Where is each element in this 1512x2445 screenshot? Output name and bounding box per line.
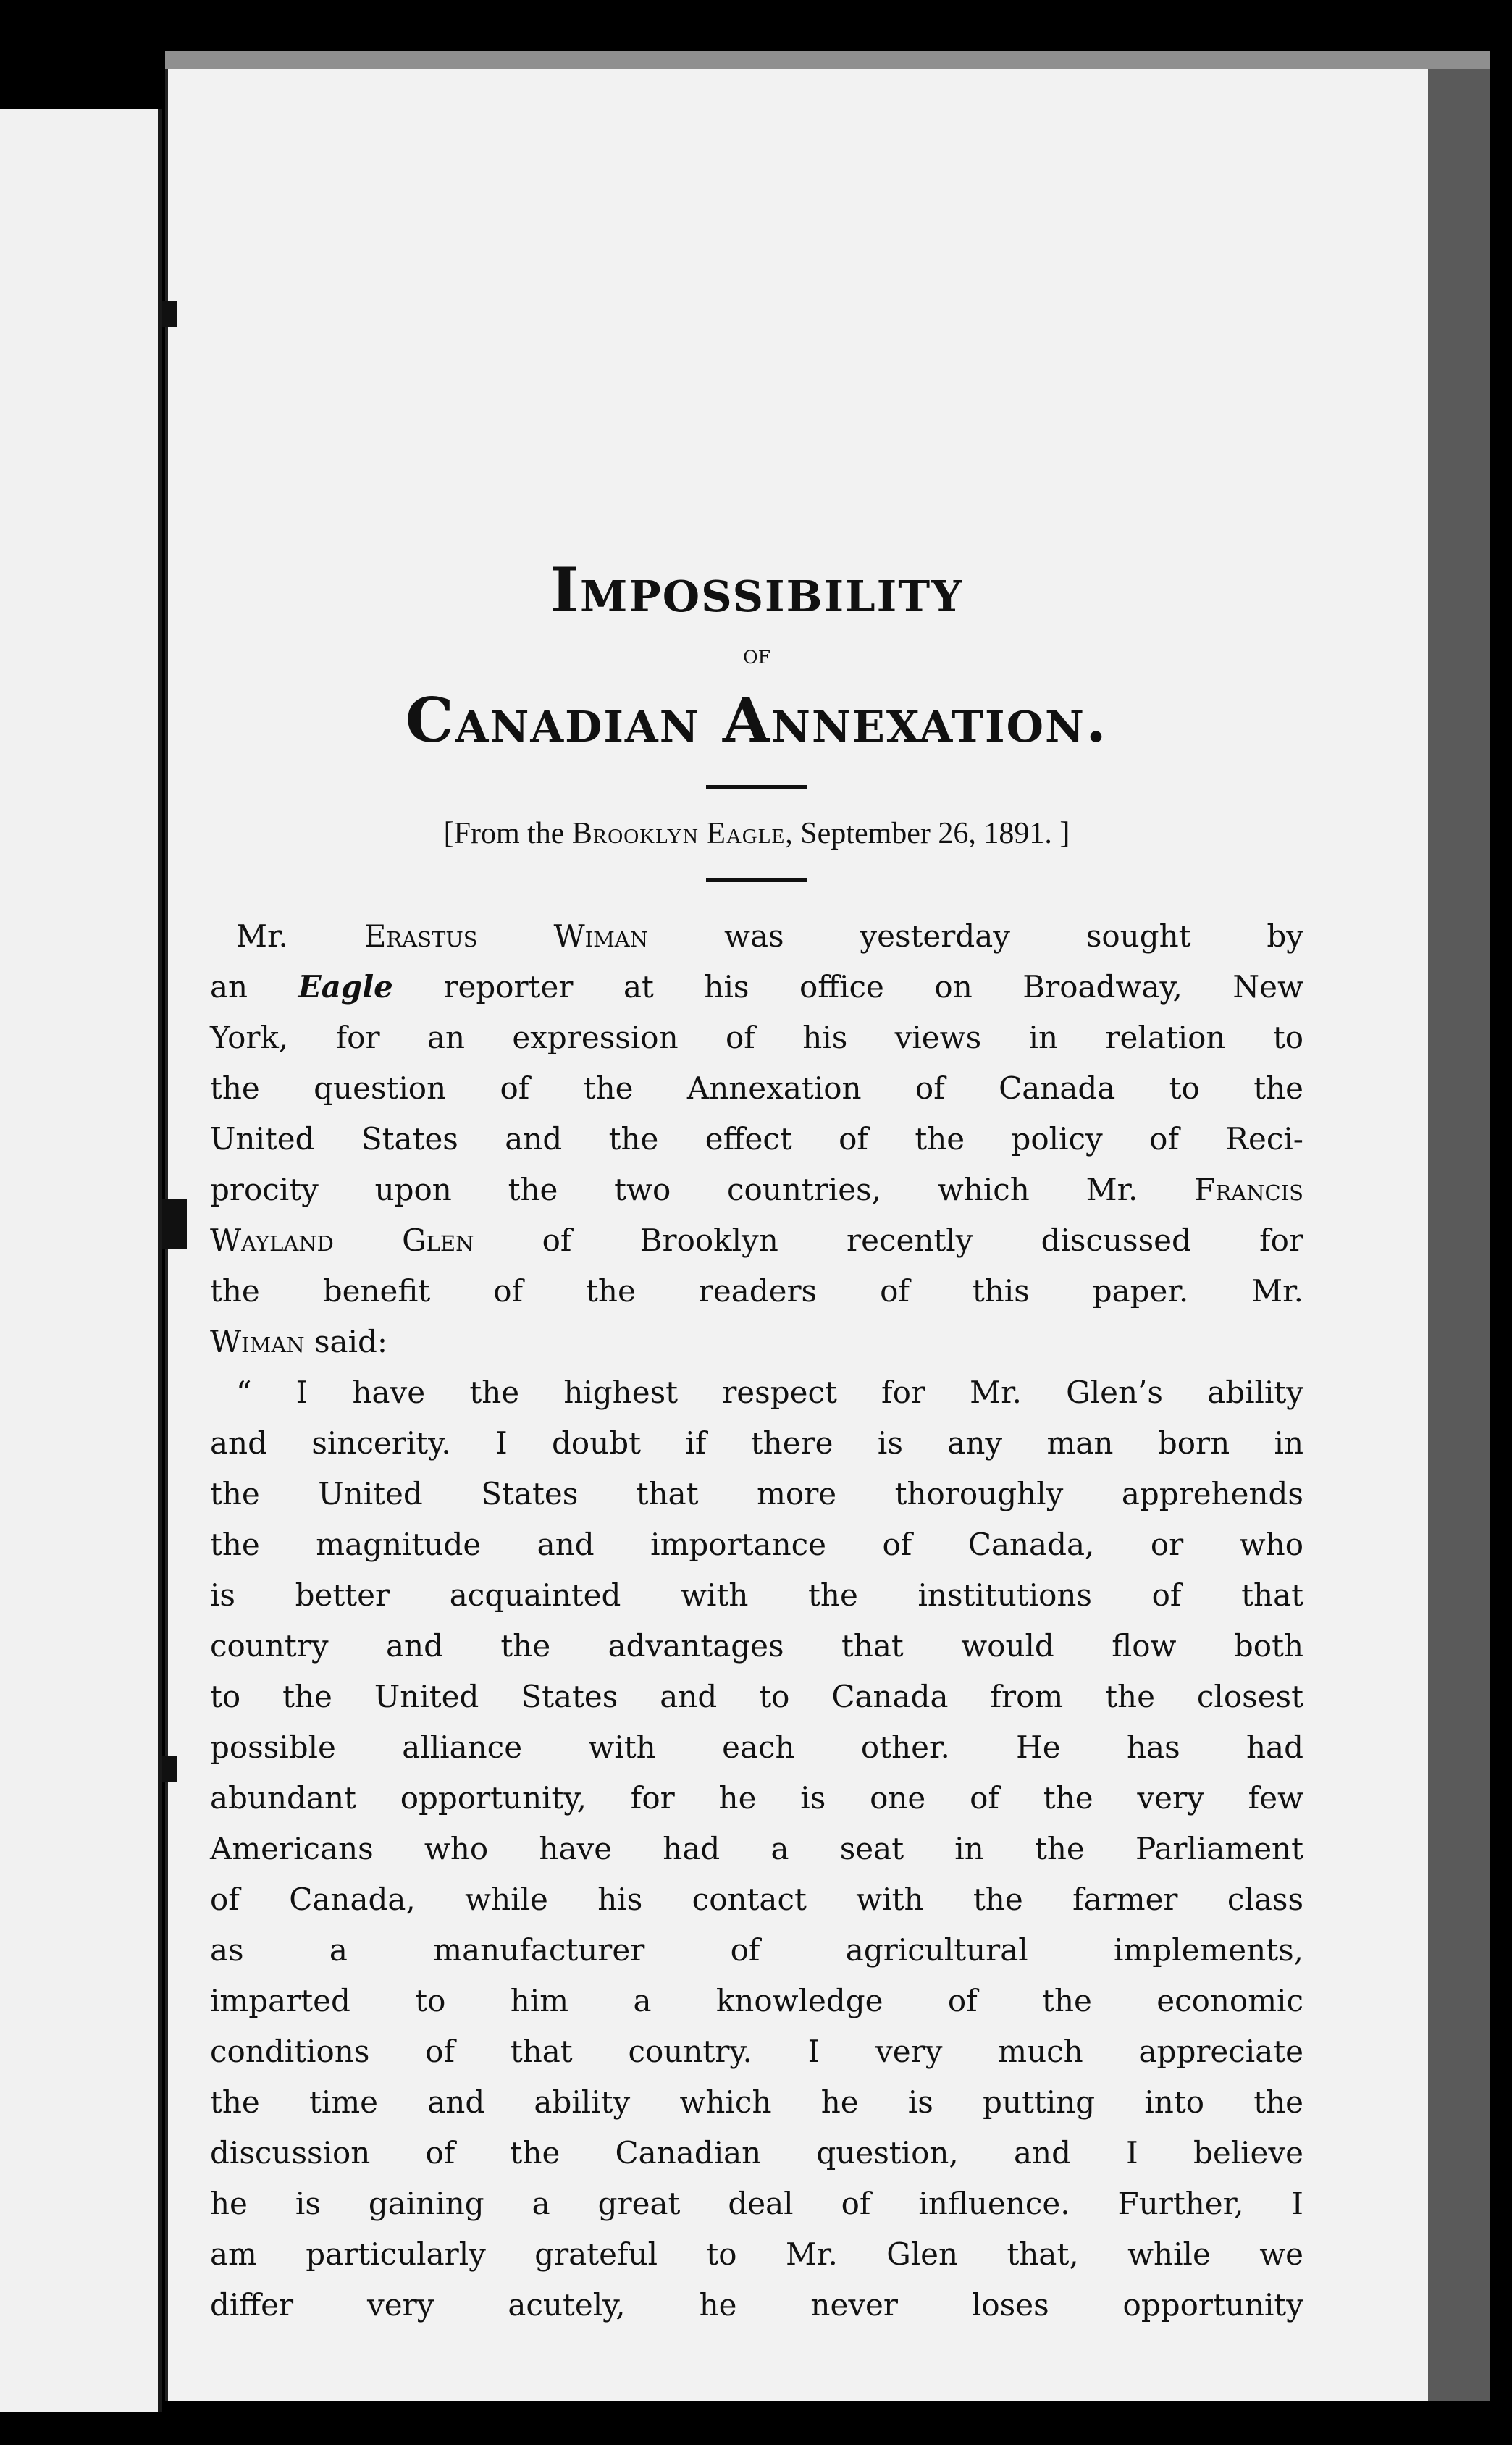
binding-mark xyxy=(162,301,177,327)
person-name: Francis xyxy=(1194,1172,1303,1207)
intro-line: York, for an expression of his views in relation to xyxy=(210,1020,1303,1055)
source-citation xyxy=(210,810,1303,857)
title-line-1: Impossibility xyxy=(550,554,964,626)
quote-line: the United States that more thoroughly apprehends xyxy=(210,1476,1303,1511)
text-span: was yesterday sought by xyxy=(724,918,1304,954)
source-rule xyxy=(706,878,807,882)
quote-line: country and the advantages that would flow both xyxy=(210,1628,1303,1664)
title-rule xyxy=(706,785,807,789)
quote-line: is better acquainted with the institutions of that xyxy=(210,1577,1303,1613)
text-span: an xyxy=(210,969,248,1005)
intro-paragraph xyxy=(210,911,1303,1367)
intro-line xyxy=(210,1317,1303,1367)
intro-line xyxy=(210,962,1303,1012)
source-prefix: [From the xyxy=(443,817,565,850)
quote-line: to the United States and to Canada from the closest xyxy=(210,1679,1303,1714)
quote-line: am particularly grateful to Mr. Glen that, while we xyxy=(210,2236,1303,2272)
quote-paragraph xyxy=(210,1367,1303,2331)
quote-line: “ I have the highest respect for Mr. Glen’s ability xyxy=(236,1375,1303,1410)
binding-mark xyxy=(162,1199,187,1249)
quote-line: and sincerity. I doubt if there is any man born in xyxy=(210,1425,1303,1461)
text-span: of Brooklyn recently discussed for xyxy=(542,1222,1303,1258)
page-shadow-edge xyxy=(1425,69,1490,2401)
text-span: procity upon the two countries, which Mr. xyxy=(210,1172,1138,1207)
quote-line: of Canada, while his contact with the farmer class xyxy=(210,1882,1303,1917)
person-name: Wiman xyxy=(210,1324,305,1359)
intro-line xyxy=(210,1165,1303,1215)
intro-line xyxy=(210,911,1303,962)
quote-line: the time and ability which he is putting into the xyxy=(210,2084,1303,2120)
quote-line: differ very acutely, he never loses opportunity xyxy=(210,2287,1303,2323)
title-line-2: Canadian Annexation. xyxy=(405,684,1109,756)
text-span: said: xyxy=(314,1324,388,1359)
quote-line: the magnitude and importance of Canada, or who xyxy=(210,1527,1303,1562)
binding-mark xyxy=(162,1756,177,1782)
intro-line xyxy=(210,1215,1303,1266)
text-span: reporter at his office on Broadway, New xyxy=(443,969,1303,1005)
newspaper-name: Eagle xyxy=(298,969,393,1005)
left-facing-page xyxy=(0,109,162,2412)
person-name: Erastus Wiman xyxy=(364,918,649,954)
person-name: Wayland Glen xyxy=(210,1222,474,1258)
quote-line: discussion of the Canadian question, and I believe xyxy=(210,2135,1303,2171)
intro-line: the benefit of the readers of this paper. Mr. xyxy=(210,1273,1303,1309)
source-paper: Brooklyn Eagle xyxy=(571,817,786,850)
title-connector: of xyxy=(743,640,770,670)
quote-line: possible alliance with each other. He has had xyxy=(210,1729,1303,1765)
quote-line: he is gaining a great deal of influence. Further, I xyxy=(210,2186,1303,2221)
intro-line: United States and the effect of the policy of Reci- xyxy=(210,1121,1303,1157)
intro-line: the question of the Annexation of Canada to the xyxy=(210,1070,1303,1106)
text-span: Mr. xyxy=(236,918,288,954)
quote-line: conditions of that country. I very much appreciate xyxy=(210,2034,1303,2069)
article xyxy=(210,550,1303,2331)
quote-line: imparted to him a knowledge of the economic xyxy=(210,1983,1303,2018)
source-date: , September 26, 1891. ] xyxy=(785,817,1070,850)
quote-line: Americans who have had a seat in the Parliament xyxy=(210,1831,1303,1866)
quote-line: abundant opportunity, for he is one of the very few xyxy=(210,1780,1303,1816)
quote-line: as a manufacturer of agricultural implements, xyxy=(210,1932,1303,1968)
